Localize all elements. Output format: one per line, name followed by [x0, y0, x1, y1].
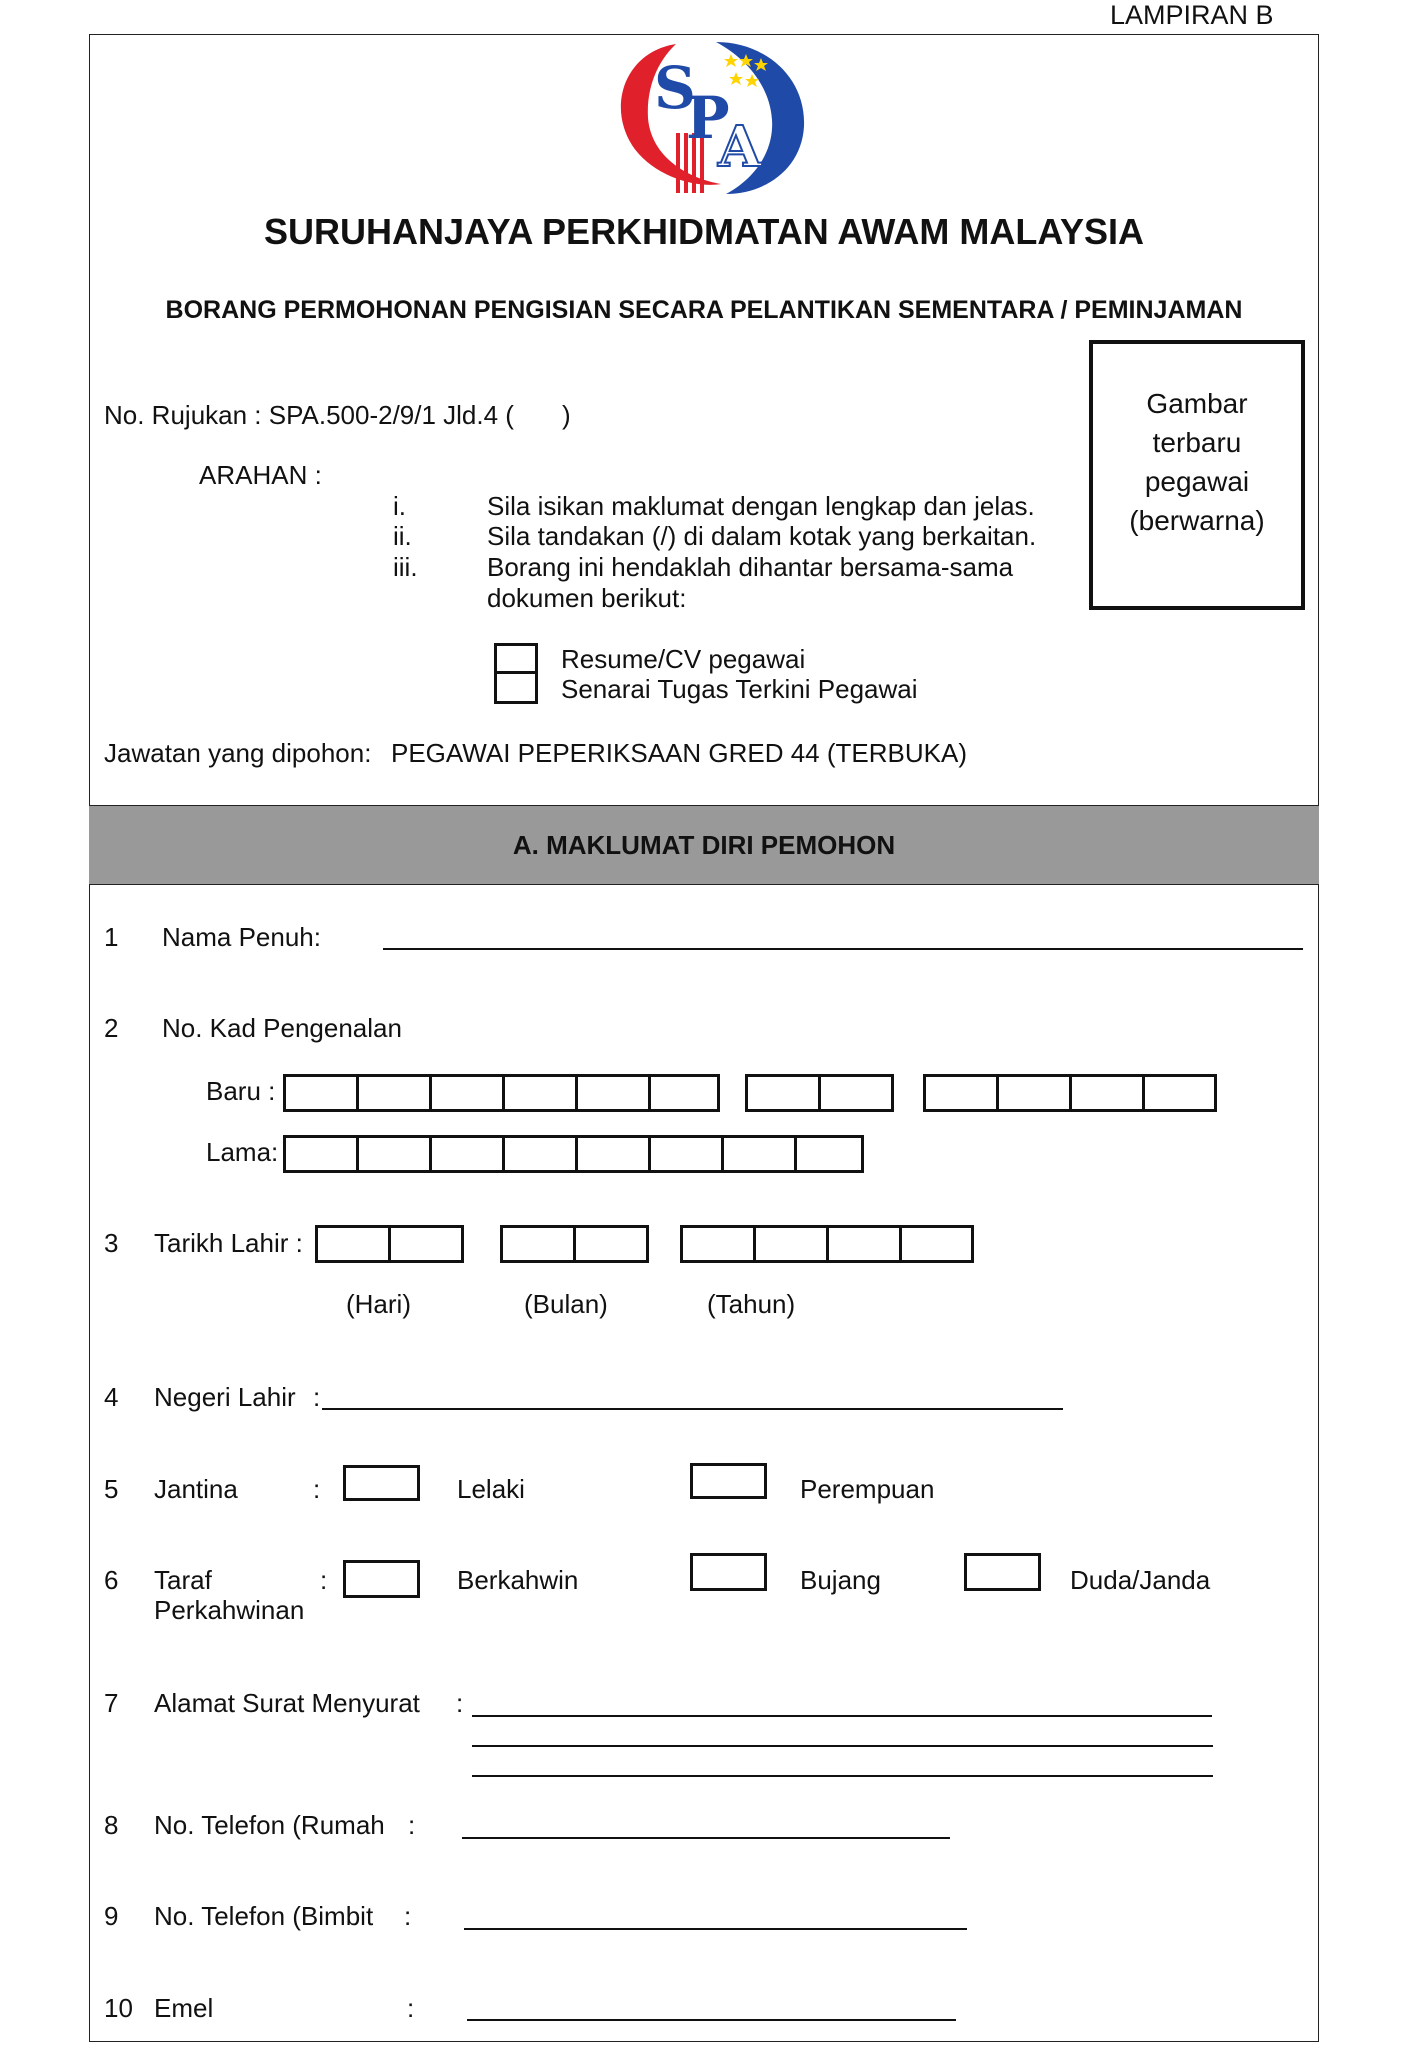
field-colon: :: [320, 1565, 328, 1595]
organisation-title: SURUHANJAYA PERKHIDMATAN AWAM MALAYSIA: [263, 211, 1145, 252]
document-label: Senarai Tugas Terkini Pegawai: [561, 674, 918, 704]
field-colon: :: [408, 1810, 416, 1840]
emel-input[interactable]: [467, 2019, 956, 2021]
marital-checkbox-berkahwin[interactable]: [343, 1560, 420, 1598]
photo-text: pegawai: [1144, 466, 1250, 497]
option-label: Lelaki: [457, 1474, 525, 1504]
photo-text: Gambar: [1146, 388, 1248, 419]
field-number: 10: [104, 1993, 133, 2023]
svg-text:P: P: [686, 84, 730, 152]
field-colon: :: [313, 1474, 321, 1504]
dob-month-boxes[interactable]: [500, 1225, 649, 1263]
field-label: No. Telefon (Bimbit: [154, 1901, 374, 1931]
instruction-text: Borang ini hendaklah dihantar bersama-sama: [487, 552, 1014, 582]
field-label: Tarikh Lahir :: [154, 1228, 303, 1258]
photo-box[interactable]: [1089, 340, 1305, 610]
marital-checkbox-duda-janda[interactable]: [964, 1553, 1041, 1591]
ic-baru-boxes-3[interactable]: [923, 1074, 1217, 1112]
ic-baru-boxes-2[interactable]: [745, 1074, 894, 1112]
field-number: 7: [104, 1688, 119, 1718]
ic-lama-boxes[interactable]: [283, 1135, 864, 1173]
instruction-num: ii.: [393, 521, 412, 551]
field-number: 4: [104, 1382, 119, 1412]
field-label: Nama Penuh:: [162, 922, 321, 952]
photo-text: terbaru: [1152, 427, 1242, 458]
spa-logo: [606, 38, 806, 198]
position-label: Jawatan yang dipohon:: [104, 738, 372, 768]
option-label: Perempuan: [800, 1474, 935, 1504]
ic-baru-label: Baru :: [206, 1076, 276, 1106]
svg-text:A: A: [718, 114, 762, 180]
instruction-text: Sila tandakan (/) di dalam kotak yang berkaitan.: [487, 521, 1037, 551]
gender-checkbox-perempuan[interactable]: [690, 1463, 767, 1499]
gender-checkbox-lelaki[interactable]: [343, 1465, 420, 1501]
document-checkbox-resume[interactable]: [494, 643, 538, 674]
alamat-input-line-3[interactable]: [472, 1775, 1213, 1777]
dob-year-boxes[interactable]: [680, 1225, 974, 1263]
instruction-text: Sila isikan maklumat dengan lengkap dan jelas.: [487, 491, 1035, 521]
option-label: Berkahwin: [457, 1565, 579, 1595]
dob-unit-label: (Tahun): [707, 1289, 796, 1319]
field-number: 2: [104, 1013, 119, 1043]
position-value: PEGAWAI PEPERIKSAAN GRED 44 (TERBUKA): [391, 738, 967, 768]
field-label: Negeri Lahir: [154, 1382, 296, 1412]
dob-unit-label: (Bulan): [524, 1289, 608, 1319]
reference-number: No. Rujukan : SPA.500-2/9/1 Jld.4 (: [104, 400, 514, 430]
field-number: 6: [104, 1565, 119, 1595]
reference-close: ): [562, 400, 571, 430]
field-label: No. Kad Pengenalan: [162, 1013, 402, 1043]
instruction-text: dokumen berikut:: [487, 583, 687, 613]
ic-baru-boxes-1[interactable]: [283, 1074, 720, 1112]
field-number: 1: [104, 922, 119, 952]
field-label: Jantina: [154, 1474, 238, 1504]
nama-penuh-input[interactable]: [383, 948, 1303, 950]
section-a-title: A. MAKLUMAT DIRI PEMOHON: [512, 830, 896, 860]
field-colon: :: [313, 1382, 321, 1412]
form-title: BORANG PERMOHONAN PENGISIAN SECARA PELANTIKAN SEMENTARA / PEMINJAMAN: [165, 296, 1243, 324]
section-a-header: [89, 805, 1319, 885]
field-number: 8: [104, 1810, 119, 1840]
marital-checkbox-bujang[interactable]: [690, 1553, 767, 1591]
photo-text: (berwarna): [1129, 505, 1265, 536]
option-label: Duda/Janda: [1070, 1565, 1211, 1595]
field-number: 3: [104, 1228, 119, 1258]
alamat-input-line-1[interactable]: [472, 1715, 1212, 1717]
svg-text:S: S: [654, 54, 696, 122]
field-colon: :: [456, 1688, 464, 1718]
telefon-rumah-input[interactable]: [462, 1837, 950, 1839]
field-colon: :: [404, 1901, 412, 1931]
instructions-heading: ARAHAN :: [199, 460, 322, 490]
field-label: Emel: [154, 1993, 214, 2023]
dob-day-boxes[interactable]: [315, 1225, 464, 1263]
option-label: Bujang: [800, 1565, 881, 1595]
document-label: Resume/CV pegawai: [561, 644, 806, 674]
field-label: Perkahwinan: [154, 1595, 305, 1625]
field-colon: :: [407, 1993, 415, 2023]
ic-lama-label: Lama:: [206, 1137, 279, 1167]
document-checkbox-tugas[interactable]: [494, 671, 538, 704]
field-label: No. Telefon (Rumah: [154, 1810, 385, 1840]
field-label: Taraf: [154, 1565, 212, 1595]
lampiran-label: LAMPIRAN B: [1110, 0, 1274, 30]
instruction-num: i.: [393, 491, 406, 521]
instruction-num: iii.: [393, 552, 418, 582]
field-number: 9: [104, 1901, 119, 1931]
field-number: 5: [104, 1474, 119, 1504]
telefon-bimbit-input[interactable]: [464, 1928, 967, 1930]
alamat-input-line-2[interactable]: [472, 1745, 1213, 1747]
field-label: Alamat Surat Menyurat: [154, 1688, 420, 1718]
negeri-lahir-input[interactable]: [322, 1408, 1063, 1410]
dob-unit-label: (Hari): [346, 1289, 411, 1319]
